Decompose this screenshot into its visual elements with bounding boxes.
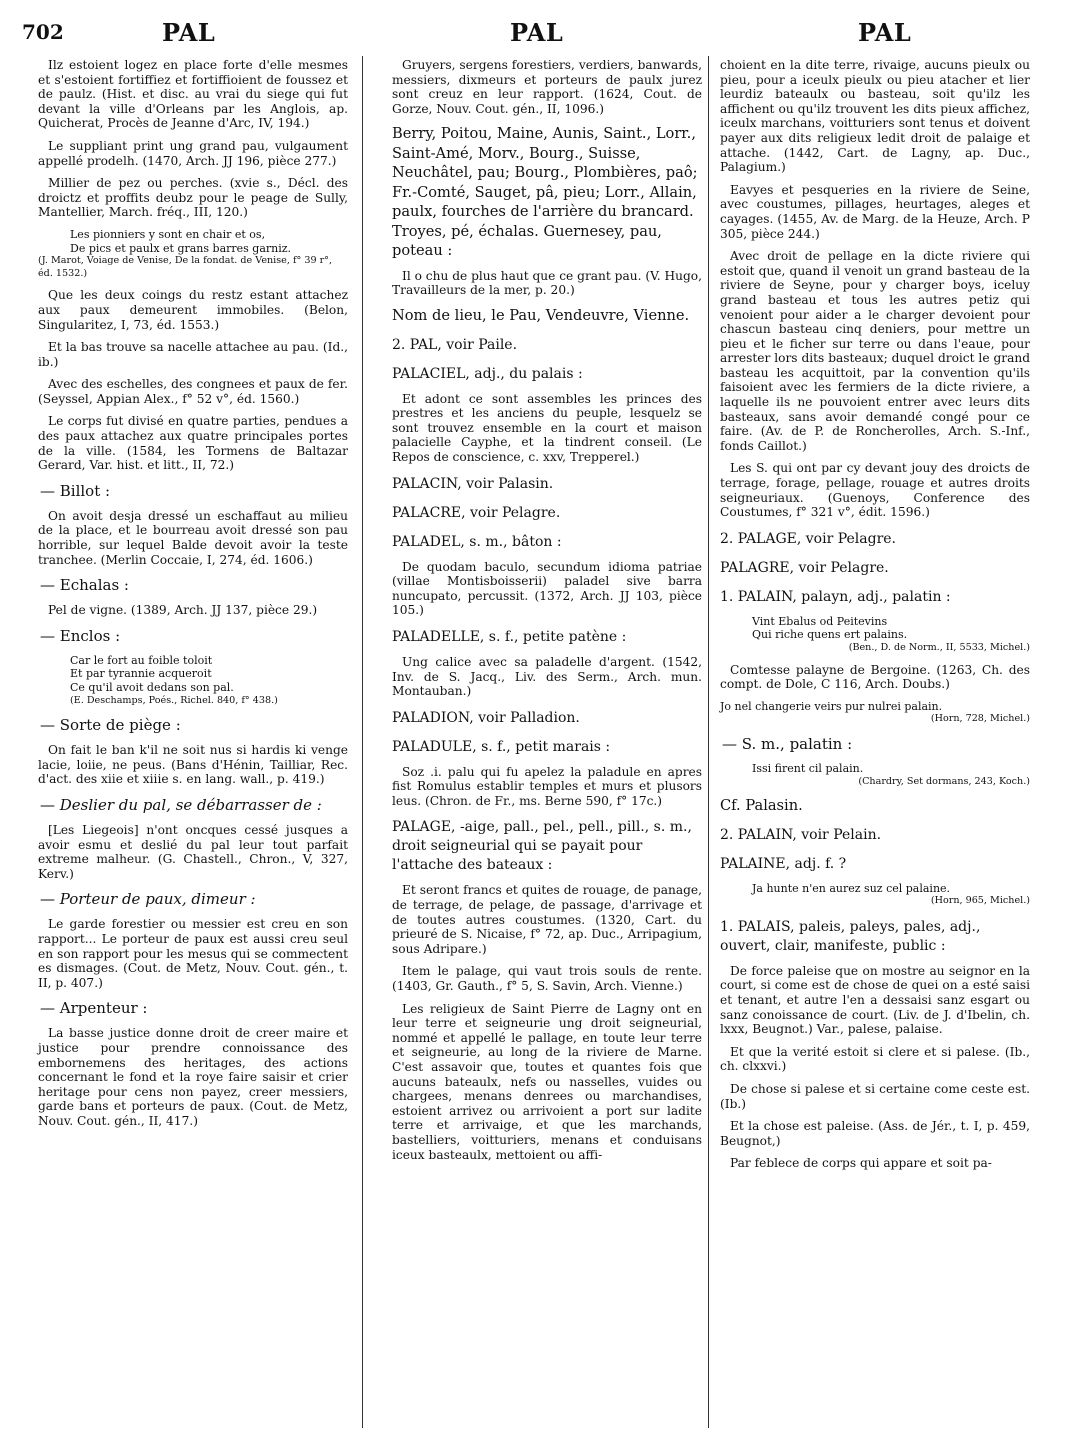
verse-line: Et par tyrannie acqueroit [70,667,212,681]
citation: Et la bas trouve sa nacelle attachee au pau. (Id., ib.) [38,340,348,369]
sense-heading: — Sorte de piège : [40,716,181,735]
verse-source: (J. Marot, Voiage de Venise, De la fondat. de Venise, f° 39 r°, éd. 1532.) [38,255,333,279]
verse-line: Jo nel changerie veirs pur nulrei palain. [720,699,943,713]
column-center [392,58,702,1170]
citation: Soz .i. palu qui fu apelez la paladule en apres fist Romulus establir temples et murs et plusors leus. (Chron. de Fr., ms. Berne 590, f° 17c.) [392,764,702,808]
citation: Eavyes et pesqueries en la riviere de Seine, avec coustumes, pillages, heurtages, aleges et cayages. (1455, Av. de Marg. de la Heuze, Arch. P 305, pièce 244.) [720,182,1030,241]
verse-quote [720,882,1030,908]
citation: Avec droit de pellage en la dicte riviere qui estoit que, quand il venoit un grand basteau de la riviere de Seyne, pour y charger boys, iceluy grand basteau et tous les autres petiz qui venoient pour aider a le charger devoient pour chascun basteau cinq deniers, pour mettre un pieu et le ficher sur terre ou dans l'eaue, pour arrester lors dits basteaux; duquel droict le grand basteau les acquittoit, par la convention qu'ils faisoient avec les fermiers de la dicte riviere, a laquelle ils ne pouvoient entrer avec leurs dits basteaux, sans avoir demandé congé pour ce faire. (Av. de P. de Roncherolles, Arch. S.-Inf., fonds Caillot.) [720,249,1030,453]
entry-header: PALAGE, -aige, pall., pel., pell., pill., s. m., droit seigneurial qui se payait pour l'attache des bateaux : [392,819,692,874]
column-divider [708,56,709,1428]
verse-quote [38,228,348,280]
verse-line: Issi firent cil palain. [752,761,864,775]
entry-header: PALADELLE, s. f., petite patène : [392,628,627,645]
entry-header: PALADULE, s. f., petit marais : [392,738,611,755]
verse-line: Ja hunte n'en aurez suz cel palaine. [752,881,951,895]
citation: On avoit desja dressé un eschaffaut au milieu de la place, et le bourreau avoit dressé son pau horrible, sur lequel Balde devoit avoir la teste tranchee. (Merlin Coccaie, I, 274, éd. 1606.) [38,508,348,567]
citation: Le garde forestier ou messier est creu en son rapport... Le porteur de paux est aussi creu seul en son rapport pour les mesus qui se commectent es dismages. (Cout. de Metz, Nouv. Cout. gén., t. II, p. 407.) [38,917,348,990]
verse-line: Ce qu'il avoit dedans son pal. [70,681,234,694]
entry-header: PALAINE, adj. f. ? [720,855,847,872]
running-head-right: PAL [858,18,912,47]
citation: Ilz estoient logez en place forte d'elle mesmes et s'estoient fortiffiez et fortiffioient de foussez et de paulz. (Hist. et disc. au vrai du siege qui fut devant la ville d'Orleans par les Anglois, ap. Quicherat, Procès de Jeanne d'Arc, IV, 194.) [38,58,348,131]
citation: Pel de vigne. (1389, Arch. JJ 137, pièce 29.) [48,603,318,618]
verse-line: Qui riche quens ert palains. [752,628,908,642]
entry-header: PALADION, voir Palladion. [392,709,580,726]
running-head-center: PAL [510,18,564,47]
sense-heading: — Deslier du pal, se débarrasser de : [40,795,322,814]
entry-header: PALACRE, voir Pelagre. [392,504,561,521]
verse-line: Car le fort au foible toloit [70,653,213,667]
verse-source: (Ben., D. de Norm., II, 5533, Michel.) [848,642,1030,653]
citation: Et seront francs et quites de rouage, de panage, de terrage, de pelage, de passage, d'arrivage et de toutes autres coustumes. (1320, Cart. du prieuré de S. Nicaise, f° 72, ap. Duc., Arripagium, sous Adripare.) [392,883,702,956]
verse-quote [720,700,1030,726]
sense-heading: — Arpenteur : [40,999,148,1018]
verse-line: Vint Ebalus od Peitevins [752,614,888,628]
sense-heading: — S. m., palatin : [722,734,853,753]
place-name-note: Nom de lieu, le Pau, Vendeuvre, Vienne. [392,307,690,325]
citation: Gruyers, sergens forestiers, verdiers, banwards, messiers, dixmeurs et porteurs de paulx jurez sont creuz en leur rapport. (1624, Cout. de Gorze, Nouv. Cout. gén., II, 1096.) [392,58,702,116]
citation: Les religieux de Saint Pierre de Lagny ont en leur terre et seigneurie ung droit seigneurial, nommé et appellé le pallage, en toute leur terre et seigneurie, au long de la riviere de Marne. C'est assavoir que, toutes et quantes fois que aucuns bateaulx, nefs ou nasselles, vuides ou chargees, menans denrees ou marchandises, estoient arrivez ou arrivoient a port sur ladite terre et arrivaige, et que les marchands, bastelliers, voitturiers, menans et conduisans iceux basteaulx, mettoient ou affi- [392,1001,702,1162]
sense-heading: — Enclos : [40,626,121,645]
citation: Millier de pez ou perches. (xvie s., Décl. des droictz et proffits deubz pour le peage de Sully, Mantellier, March. fréq., III, 120.) [38,176,348,220]
citation: La basse justice donne droit de creer maire et justice pour prendre connoissance des embornemens des heritages, des actions concernant le fond et la roye faire saisir et crier heritage pour cens non payez, creer messiers, garde bans et porteurs de paux. (Cout. de Metz, Nouv. Cout. gén., II, 417.) [38,1026,348,1128]
citation: Et la chose est paleise. (Ass. de Jér., t. I, p. 459, Beugnot,) [720,1119,1030,1148]
verse-source: (Horn, 728, Michel.) [930,713,1030,725]
sense-heading: — Porteur de paux, dimeur : [40,890,256,909]
citation: De force paleise que on mostre au seignor en la court, si come est de chose de quei on a esté saisi et tenant, et autre l'en a dessaisi sanz esgart ou sanz conoissance de court. (Liv. de J. d'Ibelin, ch. lxxx, Beugnot.) Var., palese, palaise. [720,963,1030,1037]
citation: Il o chu de plus haut que ce grant pau. (V. Hugo, Travailleurs de la mer, p. 20.) [392,268,702,298]
dialect-forms: Berry, Poitou, Maine, Aunis, Saint., Lorr., Saint-Amé, Morv., Bourg., Suisse, Neuchâtel, pau; Bourg., Plombières, paô; Fr.-Comté, Sauget, pâ, pieu; Lorr., Allain, paulx, fourches de l'arrière du brancard. Troyes, pé, échalas. Guernesey, pau, poteau : [392,125,698,260]
entry-header: 2. PALAGE, voir Pelagre. [720,530,897,547]
entry-header: 2. PAL, voir Paile. [392,336,518,353]
running-head-left: PAL [162,18,216,47]
citation: Le suppliant print ung grand pau, vulgaument appellé prodelh. (1470, Arch. JJ 196, pièce 277.) [38,138,348,168]
citation: Item le palage, qui vaut trois souls de rente. (1403, Gr. Gauth., f° 5, S. Savin, Arch. Vienne.) [392,964,702,994]
citation: Que les deux coings du restz estant attachez aux paux demeurent immobiles. (Belon, Singularitez, I, 73, éd. 1553.) [38,288,348,332]
column-right [720,58,1030,1179]
citation: Les S. qui ont par cy devant jouy des droicts de terrage, forage, pellage, rouage et autres droits seigneuriaux. (Guenoys, Conference des Coustumes, f° 321 v°, édit. 1596.) [720,461,1030,520]
citation: De quodam baculo, secundum idioma patriae (villae Montisboisserii) paladel sive barra nuncupato, percussit. (1372, Arch. JJ 103, pièce 105.) [392,559,702,618]
citation: Par feblece de corps qui appare et soit pa- [730,1156,992,1171]
citation: Ung calice avec sa paladelle d'argent. (1542, Inv. de S. Jacq., Liv. des Serm., Arch. mun. Montauban.) [392,654,702,699]
citation: Comtesse palayne de Bergoine. (1263, Ch. des compt. de Dole, C 116, Arch. Doubs.) [720,662,1030,692]
verse-source: (Horn, 965, Michel.) [930,895,1030,907]
verse-line: Les pionniers y sont en chair et os, [70,227,266,241]
cross-reference: Cf. Palasin. [720,797,803,815]
sense-heading: — Echalas : [40,576,129,595]
citation: Et adont ce sont assembles les princes des prestres et les anciens du peuple, lesquelz se sont trouvez ensemble en la court et maison palacielle Cayphe, et la tindrent conseil. (Le Repos de conscience, c. xxv, Trepperel.) [392,391,702,464]
verse-quote [720,615,1030,655]
citation: On fait le ban k'il ne soit nus si hardis ki venge lacie, loiie, ne peus. (Bans d'Hénin, Tailliar, Rec. d'act. des xiie et xiiie s. en lang. wall., p. 419.) [38,743,348,787]
column-divider [362,56,363,1428]
entry-header: 2. PALAIN, voir Pelain. [720,826,882,843]
citation: [Les Liegeois] n'ont oncques cessé jusques a avoir esmu et deslié du pal leur tout parfait extreme malheur. (G. Chastell., Chron., V, 327, Kerv.) [38,822,348,881]
entry-header: 1. PALAIN, palayn, adj., palatin : [720,588,951,605]
verse-source: (E. Deschamps, Poés., Richel. 840, f° 438.) [70,694,278,706]
entry-header: PALADEL, s. m., bâton : [392,533,562,550]
sense-heading: — Billot : [40,481,111,500]
entry-header: PALACIEL, adj., du palais : [392,365,583,382]
verse-line: De pics et paulx et grans barres garniz. [70,241,292,255]
verse-source: (Chardry, Set dormans, 243, Koch.) [858,775,1030,787]
citation: choient en la dite terre, rivaige, aucuns pieulx ou pieu, pour a iceulx pieulx ou pieu atacher et lier leurdiz bateaulx ou basteau, soit qu'ilz les affichent ou qu'ilz trouvent les dits pieux affichez, iceulx marchans, voitturiers sont tenus et doivent payer aux dits religieux ledit droit de palaige et attache. (1442, Cart. de Lagny, ap. Duc., Palagium.) [720,58,1030,175]
entry-header: PALAGRE, voir Pelagre. [720,559,889,576]
page-header [0,10,1078,50]
citation: Le corps fut divisé en quatre parties, pendues a des paux attachez aux quatre principales portes de la ville. (1584, les Tormens de Baltazar Gerard, Var. hist. et litt., II, 72.) [38,414,348,473]
citation: De chose si palese et si certaine come ceste est. (Ib.) [720,1082,1030,1111]
verse-quote [720,762,1030,788]
entry-header: 1. PALAIS, paleis, paleys, pales, adj., ouvert, clair, manifeste, public : [720,918,981,954]
verse-quote [38,654,348,707]
entry-header: PALACIN, voir Palasin. [392,475,554,492]
page-number: 702 [22,20,64,44]
citation: Et que la verité estoit si clere et si palese. (Ib., ch. clxxvi.) [720,1044,1030,1074]
column-left [38,58,348,1136]
citation: Avec des eschelles, des congnees et paux de fer. (Seyssel, Appian Alex., f° 52 v°, éd. 1560.) [38,377,348,406]
